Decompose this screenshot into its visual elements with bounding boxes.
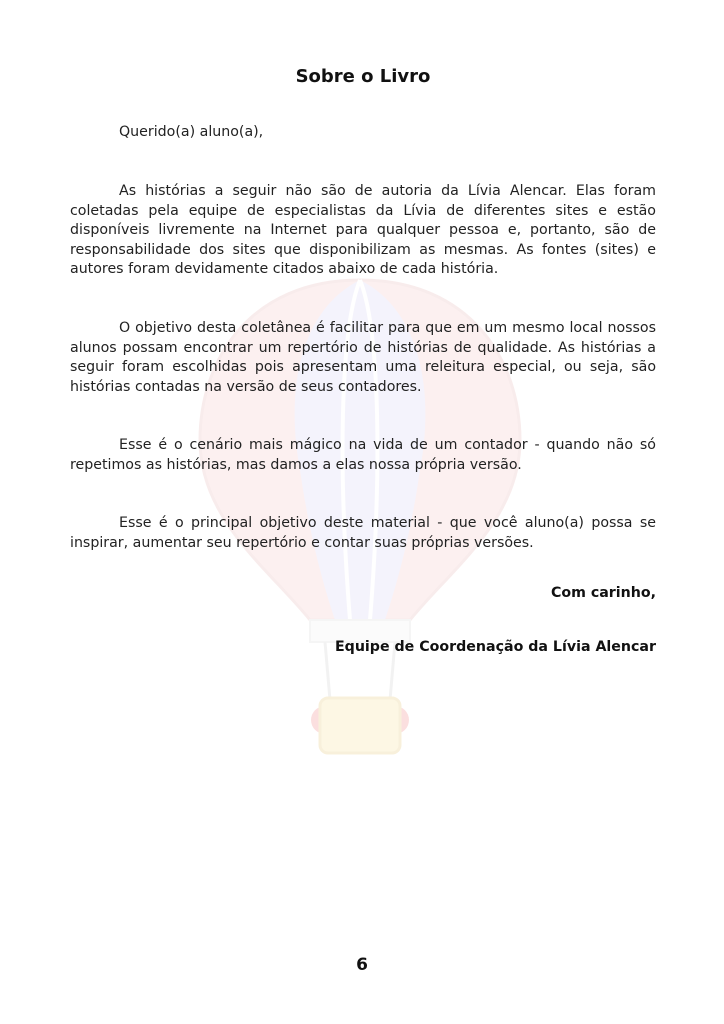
paragraph-1: As histórias a seguir não são de autoria da Lívia Alencar. Elas foram coletadas pela equipe de especialistas da Lívia de diferentes sites e estão disponíveis livremente na Internet para qualquer pessoa e, portanto, são de responsabilidade dos sites que disponibilizam as mesmas. As fontes (sites) e autores foram devidamente citados abaixo de cada história.: [70, 183, 656, 278]
paragraph-2: O objetivo desta coletânea é facilitar para que em um mesmo local nossos alunos possam encontrar um repertório de histórias de qualidade. As histórias a seguir foram escolhidas pois apresentam uma releitura especial, ou seja, são histórias contadas na versão de seus contadores.: [70, 320, 656, 395]
page-title: Sobre o Livro: [295, 66, 431, 87]
closing: Com carinho,: [550, 585, 656, 601]
page-number: 6: [356, 955, 368, 975]
paragraph-3: Esse é o cenário mais mágico na vida de um contador - quando não só repetimos as histórias, mas damos a elas nossa própria versão.: [70, 437, 656, 473]
signature: Equipe de Coordenação da Lívia Alencar: [334, 639, 656, 655]
greeting: Querido(a) aluno(a),: [119, 124, 264, 140]
paragraph-4: Esse é o principal objetivo deste material - que você aluno(a) possa se inspirar, aumentar seu repertório e contar suas próprias versões.: [70, 515, 656, 551]
